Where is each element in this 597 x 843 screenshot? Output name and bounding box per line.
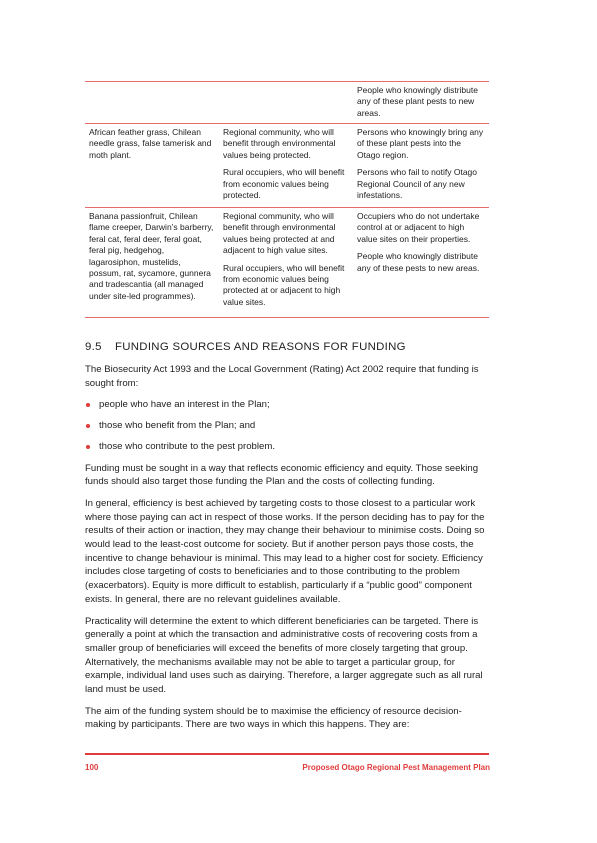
funding-table [85, 81, 489, 318]
section-number: 9.5 [85, 341, 102, 353]
table-cell-exacerbators [353, 82, 489, 123]
bullet-icon [86, 403, 90, 407]
list-item [85, 398, 491, 412]
table-row [85, 207, 489, 318]
cell-paragraph: People who knowingly distribute any of these pests to new areas. [357, 251, 480, 273]
list-item-text: those who benefit from the Plan; and [99, 420, 256, 432]
cell-paragraph: Persons who fail to notify Otago Regional Council of any new infestations. [357, 167, 478, 201]
list-item [85, 440, 491, 454]
bullet-icon [86, 424, 90, 428]
section-title: FUNDING SOURCES AND REASONS FOR FUNDING [115, 341, 406, 353]
cell-paragraph: People who knowingly distribute any of these plant pests to new areas. [357, 85, 478, 118]
cell-paragraph: Rural occupiers, who will benefit from economic values being protected. [223, 167, 345, 201]
list-item-text: those who contribute to the pest problem. [99, 440, 275, 452]
table-cell-exacerbators [353, 124, 489, 207]
page-number: 100 [85, 763, 99, 772]
body-paragraph: The aim of the funding system should be to maximise the efficiency of resource decision-making by participants. There are two ways in which this happens. They are: [85, 705, 462, 731]
cell-paragraph: Regional community, who will benefit through environmental values being protected at and adjacent to high value sites. [223, 211, 336, 256]
cell-paragraph: Rural occupiers, who will benefit from economic values being protected at or adjacent to high value sites. [223, 262, 345, 307]
section-heading [85, 341, 489, 353]
table-cell-pests [85, 124, 219, 207]
cell-paragraph: African feather grass, Chilean needle grass, false tamerisk and moth plant. [89, 127, 212, 160]
cell-paragraph: Occupiers who do not undertake control at or adjacent to high value sites on their properties. [357, 211, 480, 244]
table-cell-pests [85, 82, 219, 123]
footer-divider [85, 753, 489, 755]
cell-paragraph: Banana passionfruit, Chilean flame creeper, Darwin’s barberry, feral cat, feral deer, feral goat, feral pig, hedgehog, lagarosiphon, mustelids, possum, rat, sycamore, gunnera and tradescantia (all managed under site-led programmes). [89, 211, 214, 301]
intro-paragraph: The Biosecurity Act 1993 and the Local Government (Rating) Act 2002 require that funding is sought from: [85, 364, 479, 389]
cell-paragraph: Persons who knowingly bring any of these plant pests into the Otago region. [357, 127, 484, 160]
table-row [85, 123, 489, 207]
funding-sources-list [85, 398, 491, 453]
table-cell-exacerbators [353, 208, 489, 317]
table-row [85, 81, 489, 123]
body-paragraph: Practicality will determine the extent to which different beneficiaries can be targeted. There is generally a point at which the transaction and administrative costs of recovering costs from a smaller group of beneficiaries will exceed the benefits of more closely targeting that group. Alternatively, the mechanisms available may not be able to target a particular group, for example, individual land uses such as dairying. Therefore, a larger aggregate such as all rural land must be used. [85, 615, 483, 696]
body-paragraph: In general, efficiency is best achieved by targeting costs to those closest to a particular work where those paying can act in respect of those works. If the person deciding has to pay for the results of their action or inaction, they may change their behaviour to minimise costs. Doing so would lead to the least-cost outcome for society. But if another person pays those costs, the incentive to change behaviour is minimal. This may lead to a higher cost for society. Efficiency includes close targeting of costs to beneficiaries and to those contributing to the problem (exacerbators). Equity is more difficult to establish, particularly if a “public good” component exists. In general, there are no relevant guidelines available. [85, 497, 485, 605]
list-item-text: people who have an interest in the Plan; [99, 399, 270, 411]
table-cell-beneficiaries [219, 208, 353, 317]
footer-document-title: Proposed Otago Regional Pest Management Plan [302, 763, 490, 772]
table-cell-beneficiaries [219, 82, 353, 123]
section-body [85, 363, 491, 740]
table-cell-pests [85, 208, 219, 317]
bullet-icon [86, 445, 90, 449]
body-paragraph: Funding must be sought in a way that reflects economic efficiency and equity. Those seeking funds should also target those funding the Plan and the costs of collecting funding. [85, 462, 479, 488]
list-item [85, 419, 491, 433]
cell-paragraph: Regional community, who will benefit through environmental values being protected. [223, 127, 336, 160]
table-cell-beneficiaries [219, 124, 353, 207]
